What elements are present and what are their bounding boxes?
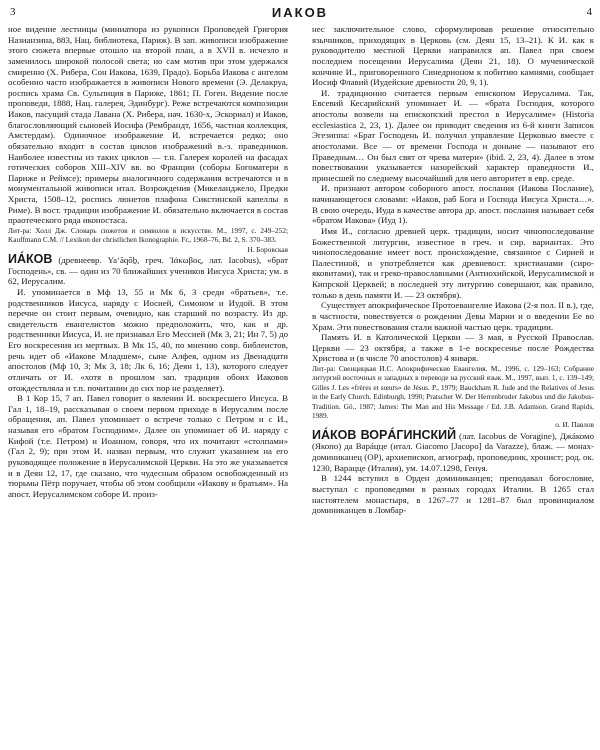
right-column	[312, 24, 594, 746]
entry-lead: (лат. Iacobus de Voragine), Джáкомо (Якопо) да Варáцце (итал. Giacomo [Jacopo] da Varazze), блаж. — монах-доминиканец (OP), архиепископ, агиограф, проповедник, хронист; род. ок. 1230, Варацце (Италия), ум. 14.07.1298, Генуя.	[312, 430, 594, 473]
body-paragraph: нес заключительное слово, сформулировав решение относительно язычников, приходящих в Церковь (см. Деян 15, 13–21). К И. как к руководителю местной Церкви направился ап. Павел при своем последнем посещении Иерусалима (Деян 21, 18). О мученической кончине И., приговоренного Синедрионом к побитию камнями, сообщает Иосиф Флавий (Иудейские древности 20, 9, 1).	[312, 24, 594, 88]
article-author: Н. Боровская	[247, 244, 288, 254]
entry-headword: ИÁКОВ	[8, 252, 53, 267]
page-header	[0, 6, 600, 22]
entry-iakov-brat-gospoden	[8, 254, 288, 287]
bibliography: Лит-ра: Свенцицкая И.С. Апокрифические Евангелия. М., 1996, с. 129–163; Собрание литургий восточных и западных в переводе на русский язык. М., 1997, вып. 1, с. 139–149; Gilles J. Les «frères et sœurs» de Jésus. P., 1979; Bauckham R. Jude and the Relatives of Jesus in the Early Church. Edinburgh, 1990; Pratscher W. Der Herrenbruder Jakobus und die Jakobus-Tradition. Gö., 1987; James: The Man and His Message / Ed. J.B. Adamson. Grand Rapids, 1989.	[312, 364, 594, 421]
page-number-left: 3	[10, 6, 16, 18]
entry-headword: ИÁКОВ ВОРÁГИНСКИЙ	[312, 427, 457, 442]
page-number-right: 4	[586, 6, 592, 18]
body-paragraph: Имя И., согласно древней церк. традиции, носит чинопоследование Божественной литургии, известное в греч. и сир. вариантах. Это чинопоследование имеет вост. происхождение, связанное с Сирией и Палестиной, и употребляется как древневост. христианами (сиро-яковитами), так и греко-православными (Антиохийской, Иерусалимской и Кипрской Церквей; в последней эту литургию совершают, как правило, только в день памяти И. — 23 октября).	[312, 225, 594, 300]
body-paragraph: В 1244 вступил в Орден доминиканцев; преподавал богословие, выступал с проповедями в разных городах Италии. В 1265 стал настоятелем монастыря, в 1267–77 и 1281–87 был провинциалом доминиканцев в Ломбар-	[312, 473, 594, 516]
left-column	[8, 24, 288, 746]
article-author: о. И. Павлов	[555, 420, 594, 430]
body-paragraph: И. упоминается в Мф 13, 55 и Мк 6, 3 среди «братьев», т.е. родственников Иисуса, наряду с Иосией, Симоном и Иудой. В этом перечне он стоит первым, очевидно, как старший по возрасту. Из др. свидетельств евангелистов можно предположить, что, как и др. родственники Иисуса, И. не признавал Его Мессией (Мк 3, 21; Ин 7, 5) до Его воскресения из мертвых. В Мк 15, 40, по мнению совр. библеистов, речь идет об «Иакове Младшем», сыне Алфея, одном из Двенадцати апостолов (Мф 10, 3; Мк 3, 18; Лк 6, 16; Деян 1, 13), которого следует отличать от И. «хотя в прошлом зап. традиция обоих Иаковов отождествляла и т.п. почитании до сих пор не разделяет).	[8, 286, 288, 393]
body-paragraph: В 1 Кор 15, 7 ап. Павел говорит о явлении И. воскресшего Иисуса. В Гал 1, 18–19, рассказывая о своем первом приходе в Иерусалим после обращения, ап. Павел упоминает о встрече только с Петром и с И., называя его «братом Господним». Далее он упоминает об И. наряду с Кифой (т.е. Петром) и Иоанном, говоря, что их почитают «столпами» (Гал 2, 9); при этом И. назван первым, что служит указанием на его руководящее положение в Иерусалимской Церкви. На это же указывается и в Деян 12, 17, где сказано, что чудесным образом освобожденный из тюрьмы Пётр поручает, чтобы об этом сообщили «Иакову и братьям». На апост. Иерусалимском соборе И. произ-	[8, 393, 288, 499]
entry-iakov-voraginsky	[312, 427, 594, 474]
entry-lead: (древнеевр. Ya‘ăqōḇ, греч. Ἰάκωβος, лат. Iacobus), «брат Господень», св. — один из 70 ближайших учеников Иисуса Христа; ум. в 62, Иерусалим.	[8, 255, 288, 287]
body-paragraph: И. признают автором соборного апост. послания (Иакова Послание), начинающегося словами: «Иаков, раб Бога и Господа Иисуса Христа…». В свою очередь, Иуда в качестве автора др. апост. послания называет себя «братом Иакова» (Иуд 1).	[312, 183, 594, 226]
body-paragraph: Существует апокрифическое Протоевангелие Иакова (2-я пол. II в.), где, в частности, повествуется о рождении Девы Марии и о введении Ее во Храм. Эти повествования стали важной частью церк. традиции.	[312, 300, 594, 332]
body-paragraph: ное видение лестницы (миниатюра из рукописи Проповедей Григория Назианзина, 883, Нац. библиотека, Париж). В зап. живописи изображение этого сюжета впервые отошло на второй план, а в XVII в. исчезло и заменилось широкой полосой света; но сам мотив при этом удержался смиренно (Х. Рибера, Сон Иакова, 1639, Прадо). Борьба Иакова с ангелом особенно часто изображается в живописи Нового времени (Э. Делакруа, роспись храма Св. Сульпиция в Париже, 1861; П. Гоген. Видение после проповеди, 1888, Нац. галерея, Эдинбург). Реже встречаются композиции Иаков, пасущий стада Лавана (Х. Рибера, нач. 1630-х, Эскориал) и Иаков, благословляющий сыновей Иосифа (Рембрандт, 1656, частная коллекция, Амстердам). Одиночное изображение И. встречается редко; оно обязательно входит в состав циклов изображений в.-з. праведников. Наиболее известны из таких циклов — т.н. Галерея королей на фасадах готических соборов XIII–XIV вв. во Франции (соборы Богоматери в Париже и Реймсе); примеры аналогичного содержания встречаются и в монументальной живописи итал. Возрождения (Микеланджело, Предки Христа, 1508–12, роспись люнетов плафона Сикстинской капеллы в Риме). В вост. традиции изображение И. обязательно включается в состав праотеческого ряда иконостаса.	[8, 24, 288, 226]
bibliography: Лит-ра: Холл Дж. Словарь сюжетов и символов в искусстве. М., 1997, с. 249–252; Kauffmann C.M. // Lexikon der christlichen Ikonographie. Fr., 1968–76, Bd. 2, S. 370–383.	[8, 225, 288, 245]
body-paragraph: И. традиционно считается первым епископом Иерусалима. Так, Евсевий Кесарийский упоминает И. — «брата Господня, которого апостолы возвели на епископский престол в Иерусалиме» (Historia ecclesiastica 2, 23, 1). Далее он приводит сведения из 6-й книги Записок Эгезиппа: «Брат Господень И. получил управление Церковью вместе с апостолами. Все — от времени Господа и доныне — называют его Праведным… Он был свят от чрева матери» (ibid. 2, 23, 4). Далее в этом повествовании указывается назорейский характер праведности И., принесшей по следнему высочайший для него авторитет в евр. среде.	[312, 87, 594, 183]
body-paragraph: Память И. в Католической Церкви — 3 мая, в Русской Православ. Церкви — 23 октября, а также в 1-е воскресенье после Рождества Христова и (в числе 70 апостолов) 4 января.	[312, 332, 594, 364]
running-head-title: ИАКОВ	[271, 5, 329, 20]
